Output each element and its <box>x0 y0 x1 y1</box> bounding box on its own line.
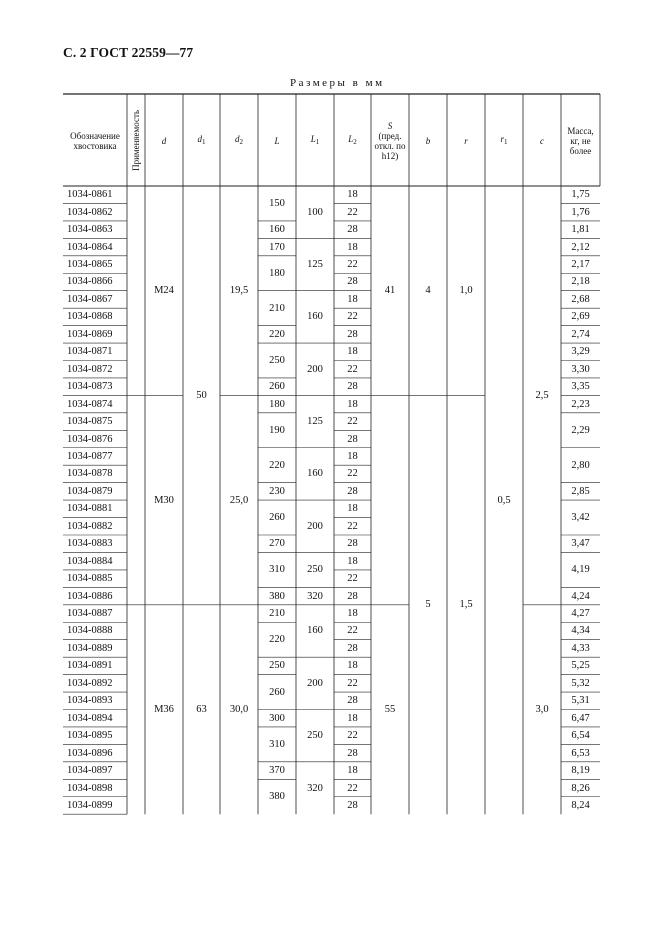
cell-L: 380 <box>269 791 285 803</box>
cell-L: 220 <box>269 328 285 340</box>
cell-L2: 18 <box>347 398 358 410</box>
table-row-designation: 1034-0874 <box>67 398 113 410</box>
cell-r: 1,0 <box>459 285 473 297</box>
cell-mass: 2,29 <box>571 424 590 436</box>
cell-L2: 28 <box>347 799 358 811</box>
cell-L: 170 <box>269 241 285 253</box>
cell-S: 55 <box>384 703 396 715</box>
header-d: d <box>161 135 167 146</box>
table-row-designation: 1034-0867 <box>67 293 113 305</box>
cell-S: 41 <box>384 285 396 297</box>
cell-L2: 22 <box>347 259 358 271</box>
table-row-designation: 1034-0893 <box>67 695 113 707</box>
table-row-designation: 1034-0885 <box>67 573 113 585</box>
table-row-designation: 1034-0898 <box>67 782 113 794</box>
cell-L1: 250 <box>307 730 323 742</box>
table-row-designation: 1034-0897 <box>67 765 113 777</box>
header-r1: $r_1$ <box>500 134 508 146</box>
table-row-designation: 1034-0877 <box>67 450 113 462</box>
cell-L2: 22 <box>347 730 358 742</box>
cell-L2: 28 <box>347 276 358 288</box>
table-row-designation: 1034-0875 <box>67 416 113 428</box>
cell-mass: 2,68 <box>571 293 590 305</box>
cell-mass: 2,18 <box>571 276 590 288</box>
cell-mass: 8,19 <box>571 765 590 777</box>
cell-mass: 2,17 <box>571 259 590 271</box>
cell-mass: 3,47 <box>571 538 590 550</box>
cell-L2: 22 <box>347 520 358 532</box>
cell-L: 260 <box>269 686 285 698</box>
cell-L1: 250 <box>307 564 323 576</box>
cell-L: 300 <box>269 712 285 724</box>
cell-mass: 1,81 <box>571 224 590 236</box>
cell-d: M30 <box>154 494 174 506</box>
header-L2: $L_2$ <box>348 134 357 146</box>
table-row-designation: 1034-0888 <box>67 625 113 637</box>
table-row-designation: 1034-0895 <box>67 730 113 742</box>
cell-c: 2,5 <box>535 389 549 401</box>
cell-L2: 18 <box>347 765 358 777</box>
cell-L2: 18 <box>347 503 358 515</box>
cell-L2: 22 <box>347 573 358 585</box>
header-L: L <box>274 135 280 146</box>
table-row-designation: 1034-0868 <box>67 311 113 323</box>
cell-mass: 4,33 <box>571 642 590 654</box>
cell-S <box>371 395 409 604</box>
cell-L2: 18 <box>347 608 358 620</box>
table-row-designation: 1034-0866 <box>67 276 113 288</box>
cell-L: 310 <box>269 564 285 576</box>
cell-L: 210 <box>269 302 285 314</box>
table-row-designation: 1034-0882 <box>67 520 113 532</box>
table-row-designation: 1034-0869 <box>67 328 113 340</box>
cell-L1: 125 <box>307 259 323 271</box>
cell-L2: 28 <box>347 224 358 236</box>
cell-mass: 6,47 <box>571 712 590 724</box>
table-row-designation: 1034-0864 <box>67 241 113 253</box>
cell-L2: 28 <box>347 747 358 759</box>
cell-L1: 125 <box>307 416 323 428</box>
header-d1: $d_1$ <box>197 134 206 146</box>
cell-L2: 22 <box>347 363 358 375</box>
header-L1: $L_1$ <box>310 134 320 146</box>
table-row-designation: 1034-0894 <box>67 712 113 724</box>
table-row-designation: 1034-0872 <box>67 363 113 375</box>
cell-b: 4 <box>425 285 431 297</box>
cell-L2: 18 <box>347 450 358 462</box>
cell-L1: 200 <box>307 363 323 375</box>
cell-mass: 2,85 <box>571 485 590 497</box>
cell-L2: 22 <box>347 625 358 637</box>
table-row-designation: 1034-0861 <box>67 189 113 201</box>
cell-mass: 6,53 <box>571 747 590 759</box>
cell-L: 270 <box>269 538 285 550</box>
cell-L: 210 <box>269 608 285 620</box>
cell-c: 3,0 <box>535 703 549 715</box>
cell-mass: 5,31 <box>571 695 590 707</box>
cell-mass: 2,74 <box>571 328 590 340</box>
cell-L2: 28 <box>347 381 358 393</box>
table-row-designation: 1034-0896 <box>67 747 113 759</box>
cell-L: 260 <box>269 381 285 393</box>
cell-L: 220 <box>269 634 285 646</box>
header-c: c <box>540 135 544 146</box>
cell-L2: 28 <box>347 590 358 602</box>
cell-d1: 50 <box>196 389 207 401</box>
table-row-designation: 1034-0883 <box>67 538 113 550</box>
cell-L2: 18 <box>347 660 358 672</box>
cell-r1: 0,5 <box>497 494 511 506</box>
table-row-designation: 1034-0886 <box>67 590 113 602</box>
cell-mass: 4,24 <box>571 590 590 602</box>
cell-L: 250 <box>269 354 285 366</box>
cell-d1: 63 <box>196 703 207 715</box>
cell-mass: 6,54 <box>571 730 590 742</box>
cell-L2: 18 <box>347 555 358 567</box>
cell-mass: 3,30 <box>571 363 590 375</box>
table-row-designation: 1034-0865 <box>67 259 113 271</box>
cell-mass: 4,34 <box>571 625 590 637</box>
cell-L2: 28 <box>347 485 358 497</box>
cell-mass: 2,69 <box>571 311 590 323</box>
cell-L1: 200 <box>307 520 323 532</box>
cell-mass: 3,42 <box>571 512 590 524</box>
cell-mass: 2,12 <box>571 241 590 253</box>
cell-L2: 28 <box>347 328 358 340</box>
cell-b: 5 <box>425 599 431 611</box>
header-b: b <box>425 135 431 146</box>
cell-d2: 19,5 <box>229 285 249 297</box>
cell-mass: 1,75 <box>571 189 590 201</box>
table-row-designation: 1034-0884 <box>67 555 113 567</box>
cell-L: 380 <box>269 590 285 602</box>
table-row-designation: 1034-0873 <box>67 381 113 393</box>
sizes-caption: Размеры в мм <box>290 77 385 89</box>
cell-mass: 8,26 <box>571 782 590 794</box>
cell-L: 160 <box>269 224 285 236</box>
cell-L1: 160 <box>307 468 323 480</box>
cell-L1: 160 <box>307 311 323 323</box>
table-row-designation: 1034-0863 <box>67 224 113 236</box>
cell-L2: 18 <box>347 293 358 305</box>
header-r: r <box>464 135 468 146</box>
cell-L: 190 <box>269 424 285 436</box>
cell-L2: 22 <box>347 311 358 323</box>
cell-mass: 4,27 <box>571 608 590 620</box>
cell-L: 220 <box>269 459 285 471</box>
cell-d: M36 <box>154 703 174 715</box>
cell-L2: 22 <box>347 416 358 428</box>
cell-L2: 18 <box>347 346 358 358</box>
cell-L: 260 <box>269 512 285 524</box>
page-header: С. 2 ГОСТ 22559—77 <box>63 45 194 60</box>
cell-L2: 18 <box>347 712 358 724</box>
cell-L1: 320 <box>307 590 323 602</box>
cell-L1: 100 <box>307 206 323 218</box>
header-mass: Масса, кг, не более <box>567 125 594 156</box>
table-row-designation: 1034-0876 <box>67 433 113 445</box>
cell-L1: 200 <box>307 677 323 689</box>
cell-mass: 3,29 <box>571 346 590 358</box>
table-row-designation: 1034-0862 <box>67 206 113 218</box>
cell-L1: 320 <box>307 782 323 794</box>
table-row-designation: 1034-0881 <box>67 503 113 515</box>
cell-L2: 22 <box>347 468 358 480</box>
cell-L: 230 <box>269 485 285 497</box>
header-designation: Обозначение хвостовика <box>70 130 120 151</box>
header-S: S (пред. откл. по h12) <box>374 120 406 161</box>
cell-L: 250 <box>269 660 285 672</box>
cell-L: 180 <box>269 267 285 279</box>
table-row-designation: 1034-0891 <box>67 660 113 672</box>
cell-mass: 2,23 <box>571 398 590 410</box>
cell-d2: 25,0 <box>229 494 249 506</box>
table-row-designation: 1034-0878 <box>67 468 113 480</box>
cell-mass: 4,19 <box>571 564 590 576</box>
cell-L2: 22 <box>347 677 358 689</box>
cell-L2: 22 <box>347 782 358 794</box>
cell-L: 180 <box>269 398 285 410</box>
cell-mass: 2,80 <box>571 459 590 471</box>
cell-L2: 28 <box>347 433 358 445</box>
cell-d2: 30,0 <box>229 703 249 715</box>
table-row-designation: 1034-0892 <box>67 677 113 689</box>
cell-L2: 22 <box>347 206 358 218</box>
cell-L: 150 <box>269 197 285 209</box>
table-row-designation: 1034-0899 <box>67 799 113 811</box>
table-row-designation: 1034-0879 <box>67 485 113 497</box>
table-row-designation: 1034-0889 <box>67 642 113 654</box>
cell-mass: 5,32 <box>571 677 590 689</box>
cell-mass: 3,35 <box>571 381 590 393</box>
cell-L2: 28 <box>347 538 358 550</box>
table-row-designation: 1034-0871 <box>67 346 113 358</box>
cell-L2: 28 <box>347 695 358 707</box>
cell-mass: 1,76 <box>571 206 590 218</box>
cell-mass: 8,24 <box>571 799 590 811</box>
cell-mass: 5,25 <box>571 660 590 672</box>
cell-L2: 18 <box>347 241 358 253</box>
header-applicability: Применяемость <box>131 110 141 171</box>
header-d2: $d_2$ <box>235 134 243 146</box>
cell-L1: 160 <box>307 625 323 637</box>
cell-L: 370 <box>269 765 285 777</box>
cell-d: M24 <box>154 285 174 297</box>
table-row-designation: 1034-0887 <box>67 608 113 620</box>
cell-L2: 18 <box>347 189 358 201</box>
cell-L2: 28 <box>347 642 358 654</box>
cell-L: 310 <box>269 738 285 750</box>
cell-r: 1,5 <box>459 599 473 611</box>
